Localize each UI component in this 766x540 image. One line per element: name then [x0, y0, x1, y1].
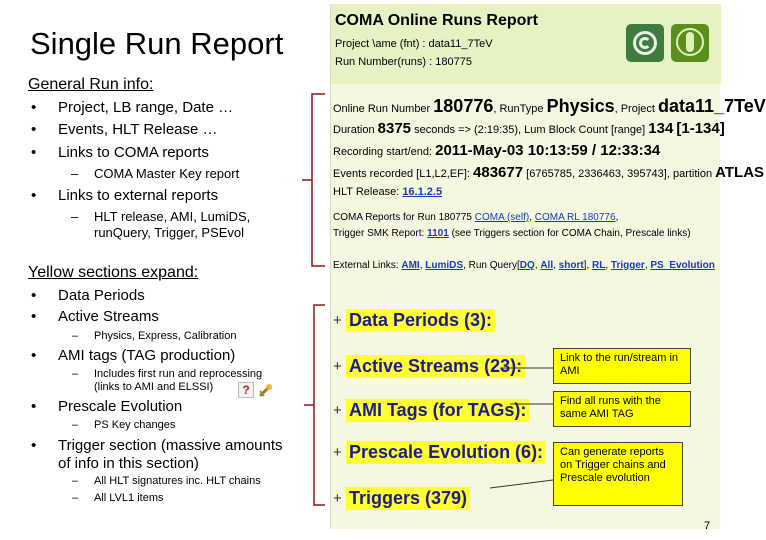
- sub-bullet-trigger-lvl1: – All LVL1 items: [72, 492, 164, 504]
- callout-ami-tag: Find all runs with the same AMI TAG: [553, 391, 691, 427]
- expand-plus-icon[interactable]: +: [333, 489, 342, 507]
- expand-plus-icon[interactable]: +: [333, 401, 342, 419]
- sub-bullet-external-2: runQuery, Trigger, PSEvol: [94, 225, 245, 240]
- bullet-events: • Events, HLT Release …: [31, 121, 218, 138]
- run-number-line: Run Number(runs) : 180775: [335, 56, 472, 68]
- project-value: data11_7TeV: [658, 96, 766, 116]
- sub-bullet-text: All HLT signatures inc. HLT chains: [94, 475, 261, 487]
- hlt-release-row: HLT Release: 16.1.2.5: [333, 186, 443, 198]
- project-name-line: Project \ame (fnt) : data11_7TeV: [335, 38, 493, 50]
- run-type-value: Physics: [546, 96, 615, 116]
- bullet-text: Links to COMA reports: [58, 144, 209, 161]
- sub-bullet-external-1: – HLT release, AMI, LumiDS,: [71, 209, 251, 224]
- bullet-data-periods: • Data Periods: [31, 287, 145, 304]
- general-run-info-heading: General Run info:: [28, 76, 154, 93]
- section-label[interactable]: AMI Tags (for TAGs):: [346, 399, 529, 422]
- callout-3-leader: [490, 480, 553, 488]
- ami-link[interactable]: AMI: [401, 260, 420, 271]
- callout-trigger-reports: Can generate reports on Trigger chains and Prescale evolution: [553, 442, 683, 506]
- bullet-text: Trigger section (massive amounts: [58, 437, 283, 454]
- bullet-prescale-evolution: • Prescale Evolution: [31, 398, 183, 415]
- short-link[interactable]: short: [558, 260, 584, 271]
- section-label[interactable]: Triggers (379): [346, 487, 470, 510]
- sub-bullet-text: HLT release, AMI, LumiDS,: [94, 209, 251, 224]
- sub-bullet-coma-master-key: – COMA Master Key report: [71, 166, 240, 181]
- trigger-link[interactable]: Trigger: [610, 260, 645, 271]
- sub-bullet-trigger-hlt: – All HLT signatures inc. HLT chains: [72, 475, 261, 487]
- section-label[interactable]: Active Streams (23):: [346, 355, 525, 378]
- lb-count-value: 134: [648, 120, 674, 137]
- bullet-coma-links: • Links to COMA reports: [31, 144, 209, 161]
- sub-bullet-streams: – Physics, Express, Calibration: [72, 330, 237, 342]
- callout-ami-link: Link to the run/stream in AMI: [553, 348, 691, 384]
- bullet-text: Project, LB range, Date …: [58, 99, 234, 116]
- sub-bullet-text: All LVL1 items: [94, 492, 164, 504]
- duration-value: 8375: [377, 120, 412, 137]
- partition-value: ATLAS: [715, 164, 765, 181]
- dq-link[interactable]: DQ: [519, 260, 535, 271]
- yellow-sections-bracket: [314, 305, 325, 505]
- bullet-text: Links to external reports: [58, 187, 219, 204]
- all-link[interactable]: All: [540, 260, 554, 271]
- lb-range-value: [1-134]: [676, 120, 725, 137]
- recording-row: Recording start/end: 2011-May-03 10:13:59 / 12:33:34: [333, 142, 661, 159]
- expand-plus-icon[interactable]: +: [333, 357, 342, 375]
- page-number: 7: [704, 520, 711, 532]
- duration-row: Duration 8375 seconds => (2:19:35), Lum Block Count [range] 134 [1-134]: [333, 120, 725, 137]
- general-info-bracket: [312, 94, 325, 266]
- bullet-text: Data Periods: [58, 287, 145, 304]
- expand-plus-icon[interactable]: +: [333, 311, 342, 329]
- trigger-smk-row: Trigger SMK Report: 1101 (see Triggers section for COMA Chain, Prescale links): [333, 228, 691, 239]
- section-label[interactable]: Prescale Evolution (6):: [346, 441, 546, 464]
- coma-rl-link[interactable]: COMA RL 180776: [534, 212, 616, 223]
- bullet-text: Prescale Evolution: [58, 398, 183, 415]
- bullet-text: Events, HLT Release …: [58, 121, 218, 138]
- expand-plus-icon[interactable]: +: [333, 443, 342, 461]
- bullet-text: AMI tags (TAG production): [58, 347, 236, 364]
- bullet-project: • Project, LB range, Date …: [31, 99, 234, 116]
- recording-value: 2011-May-03 10:13:59 / 12:33:34: [435, 142, 661, 159]
- section-label[interactable]: Data Periods (3):: [346, 309, 495, 332]
- bullet-trigger-section-cont: of info in this section): [58, 455, 199, 472]
- sub-bullet-ami-2: (links to AMI and ELSSI): [94, 381, 214, 393]
- bullet-trigger-section: • Trigger section (massive amounts: [31, 437, 283, 454]
- rl-link[interactable]: RL: [592, 260, 606, 271]
- hlt-release-link[interactable]: 16.1.2.5: [402, 186, 443, 198]
- coma-self-link[interactable]: COMA (self): [474, 212, 530, 223]
- events-value: 483677: [473, 164, 524, 181]
- help-question-icon[interactable]: ?: [238, 382, 254, 398]
- external-links-row: External Links: AMI, LumiDS, Run Query[DQ, All, short], RL, Trigger, PS_Evolution: [333, 260, 715, 271]
- smk-link[interactable]: 1101: [427, 228, 449, 239]
- lumids-link[interactable]: LumiDS: [425, 260, 464, 271]
- report-title: COMA Online Runs Report: [335, 12, 538, 29]
- yellow-sections-heading: Yellow sections expand:: [28, 264, 199, 281]
- bullet-text: Active Streams: [58, 308, 159, 325]
- ps-evolution-link[interactable]: PS_Evolution: [650, 260, 715, 271]
- sub-bullet-text: Physics, Express, Calibration: [94, 330, 237, 342]
- sub-bullet-text: PS Key changes: [94, 419, 176, 431]
- sub-bullet-prescale: – PS Key changes: [72, 419, 176, 431]
- bullet-active-streams: • Active Streams: [31, 308, 159, 325]
- coma-reports-row: COMA Reports for Run 180775 COMA (self), COMA RL 180776,: [333, 212, 619, 223]
- sub-bullet-ami-1: – Includes first run and reprocessing: [72, 368, 263, 380]
- run-number-value: 180776: [433, 96, 494, 116]
- bullet-ami-tags: • AMI tags (TAG production): [31, 347, 236, 364]
- sub-bullet-text: Includes first run and reprocessing: [94, 368, 263, 380]
- events-row: Events recorded [L1,L2,EF]: 483677 [6765785, 2336463, 395743], partition ATLAS: [333, 164, 765, 181]
- sub-bullet-text: COMA Master Key report: [94, 166, 240, 181]
- bullet-external-links: • Links to external reports: [31, 187, 219, 204]
- slide-title: Single Run Report: [30, 26, 284, 61]
- run-number-row: Online Run Number 180776, RunType Physics, Project data11_7TeV: [333, 96, 766, 116]
